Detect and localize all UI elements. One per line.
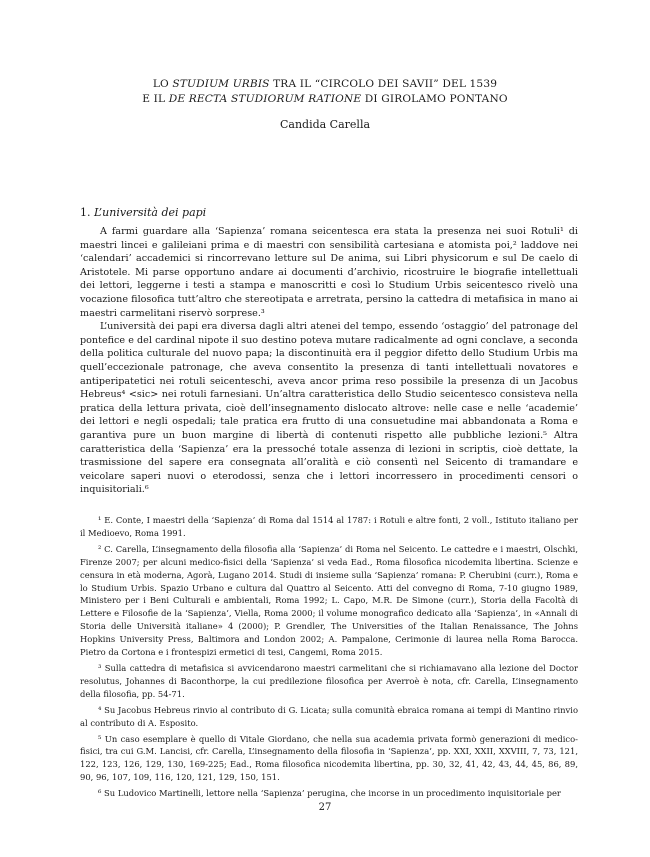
title-italic-text: DE RECTA STUDIORUM RATIONE (168, 93, 362, 105)
body-paragraph: L’università dei papi era diversa dagli altri atenei del tempo, essendo ‘ostaggio’ del patronage del pontefice e del cardinal nipote il suo destino poteva mutare radicalmente ad ogni conclave, a seconda della politica culturale del nuovo papa; la discontinuità era il peggior difetto dello Studium Urbis ma quell’eccezionale patronage, che aveva consentito la presenza di tanti intellettuali novatores e antiperipatetici nei rotuli seicenteschi, aveva ancor prima reso possibile la presenza di un Jacobus Hebreus⁴ <sic> nei rotuli farnesiani. Un’altra caratteristica dello Studio seicentesco consisteva nella pratica della lettura privata, cioè dell’insegnamento dislocato altrove: nelle case e nelle ‘academie’ dei lettori e negli ospedali; tale pratica era frutto di una consuetudine mai abbandonata a Roma e garantiva pure un buon margine di libertà di contenuti rispetto alle pubbliche lezioni.⁵ Altra caratteristica della ‘Sapienza’ era la pressoché totale assenza di lezioni in scriptis, cioè dettate, la trasmissione del sapere era consegnata all’oralità e ciò consentì nel Seicento di tramandare e veicolare saperi nuovi o eterodossi, senza che i lettori incorressero in procedimenti censori o inquisitoriali.⁶ (80, 321, 578, 496)
article-title-line-1 (60, 77, 590, 92)
title-text: TRA IL “CIRCOLO DEI SAVII” DEL 1539 (269, 78, 498, 90)
footnotes (80, 514, 578, 803)
footnote: ¹ E. Conte, I maestri della ‘Sapienza’ di Roma dal 1514 al 1787: i Rotuli e altre fonti, 2 voll., Istituto italiano per il Medioevo, Roma 1991. (80, 515, 578, 538)
article-title (60, 77, 590, 107)
footnote: ⁴ Su Jacobus Hebreus rinvio al contributo di G. Licata; sulla comunità ebraica romana ai tempi di Mantino rinvio al contributo di A. Esposito. (80, 704, 578, 728)
title-text: LO (152, 78, 173, 90)
section-title: L’università dei papi (94, 206, 207, 219)
section-heading (80, 206, 206, 219)
section-number: 1. (80, 206, 91, 219)
footnote: ³ Sulla cattedra di metafisica si avvicendarono maestri carmelitani che si richiamavano alla lezione del Doctor resolutus, Johannes di Baconthorpe, la cui predilezione filosofica per Averroè è nota, cfr. Carella, L’insegnamento della filosofia, pp. 54-71. (80, 662, 578, 699)
footnote: ⁵ Un caso esemplare è quello di Vitale Giordano, che nella sua academia privata formò generazioni di medico-fisici, tra cui G.M. Lancisi, cfr. Carella, L’insegnamento della filosofia in ‘Sapienza’, pp. XXI, XXII, XXVIII, 7, 73, 121, 122, 123, 126, 129, 130, 169-225; Ead., Roma filosofica nicodemita libertina, pp. 30, 32, 41, 42, 43, 44, 45, 86, 89, 90, 96, 107, 109, 116, 120, 121, 129, 150, 151. (80, 733, 578, 783)
article-title-line-2 (60, 92, 590, 107)
body-paragraph: A farmi guardare alla ‘Sapienza’ romana seicentesca era stata la presenza nei suoi Rotuli¹ di maestri lincei e galileiani prima e di maestri con sensibilità cartesiana e atomista poi,² laddove nei ‘calendari’ accademici si rincorrevano letture sul De anima, sui Libri physicorum e sul De caelo di Aristotele. Mi parse opportuno andare ai documenti d’archivio, ricostruire le biografie intellettuali dei lettori, leggerne i testi a stampa e manoscritti e così lo Studium Urbis seicentesco rivelò una vocazione filosofica tutt’altro che stereotipata e arretrata, persino la cattedra di metafisica in mano ai maestri carmelitani riservò sorprese.³ (80, 226, 578, 319)
title-italic-text: STUDIUM URBIS (172, 78, 270, 90)
footnote: ² C. Carella, L’insegnamento della filosofia alla ‘Sapienza’ di Roma nel Seicento. Le cattedre e i maestri, Olschki, Firenze 2007; per alcuni medico-fisici della ‘Sapienza’ si veda Ead., Roma filosofica nicodemita libertina. Scienze e censura in età moderna, Agorà, Lugano 2014. Studi di insieme sulla ‘Sapienza’ romana: P. Cherubini (curr.), Roma e lo Studium Urbis. Spazio Urbano e cultura dal Quattro al Seicento. Atti del convegno di Roma, 7-10 giugno 1989, Ministero per i Beni Culturali e ambientali, Roma 1992; L. Capo, M.R. De Simone (curr.), Storia della Facoltà di Lettere e Filosofie de la ‘Sapienza’, Viella, Roma 2000; il volume monografico dedicato alla ‘Sapienza’, in «Annali di Storia delle Università italiane» 4 (2000); P. Grendler, The Universities of the Italian Renaissance, The Johns Hopkins University Press, Baltimora and London 2002; A. Pampalone, Cerimonie di laurea nella Roma Barocca. Pietro da Cortona e i frontespizi ermetici di tesi, Cangemi, Roma 2015. (80, 543, 578, 658)
title-text: E IL (142, 93, 169, 105)
author-name: Candida Carella (279, 118, 371, 131)
title-text: DI GIROLAMO PONTANO (361, 93, 508, 105)
footnote: ⁶ Su Ludovico Martinelli, lettore nella ‘Sapienza’ perugina, che incorse in un procedimento inquisitoriale per (98, 788, 561, 799)
page-number: 27 (318, 802, 332, 813)
body-text (80, 225, 578, 497)
